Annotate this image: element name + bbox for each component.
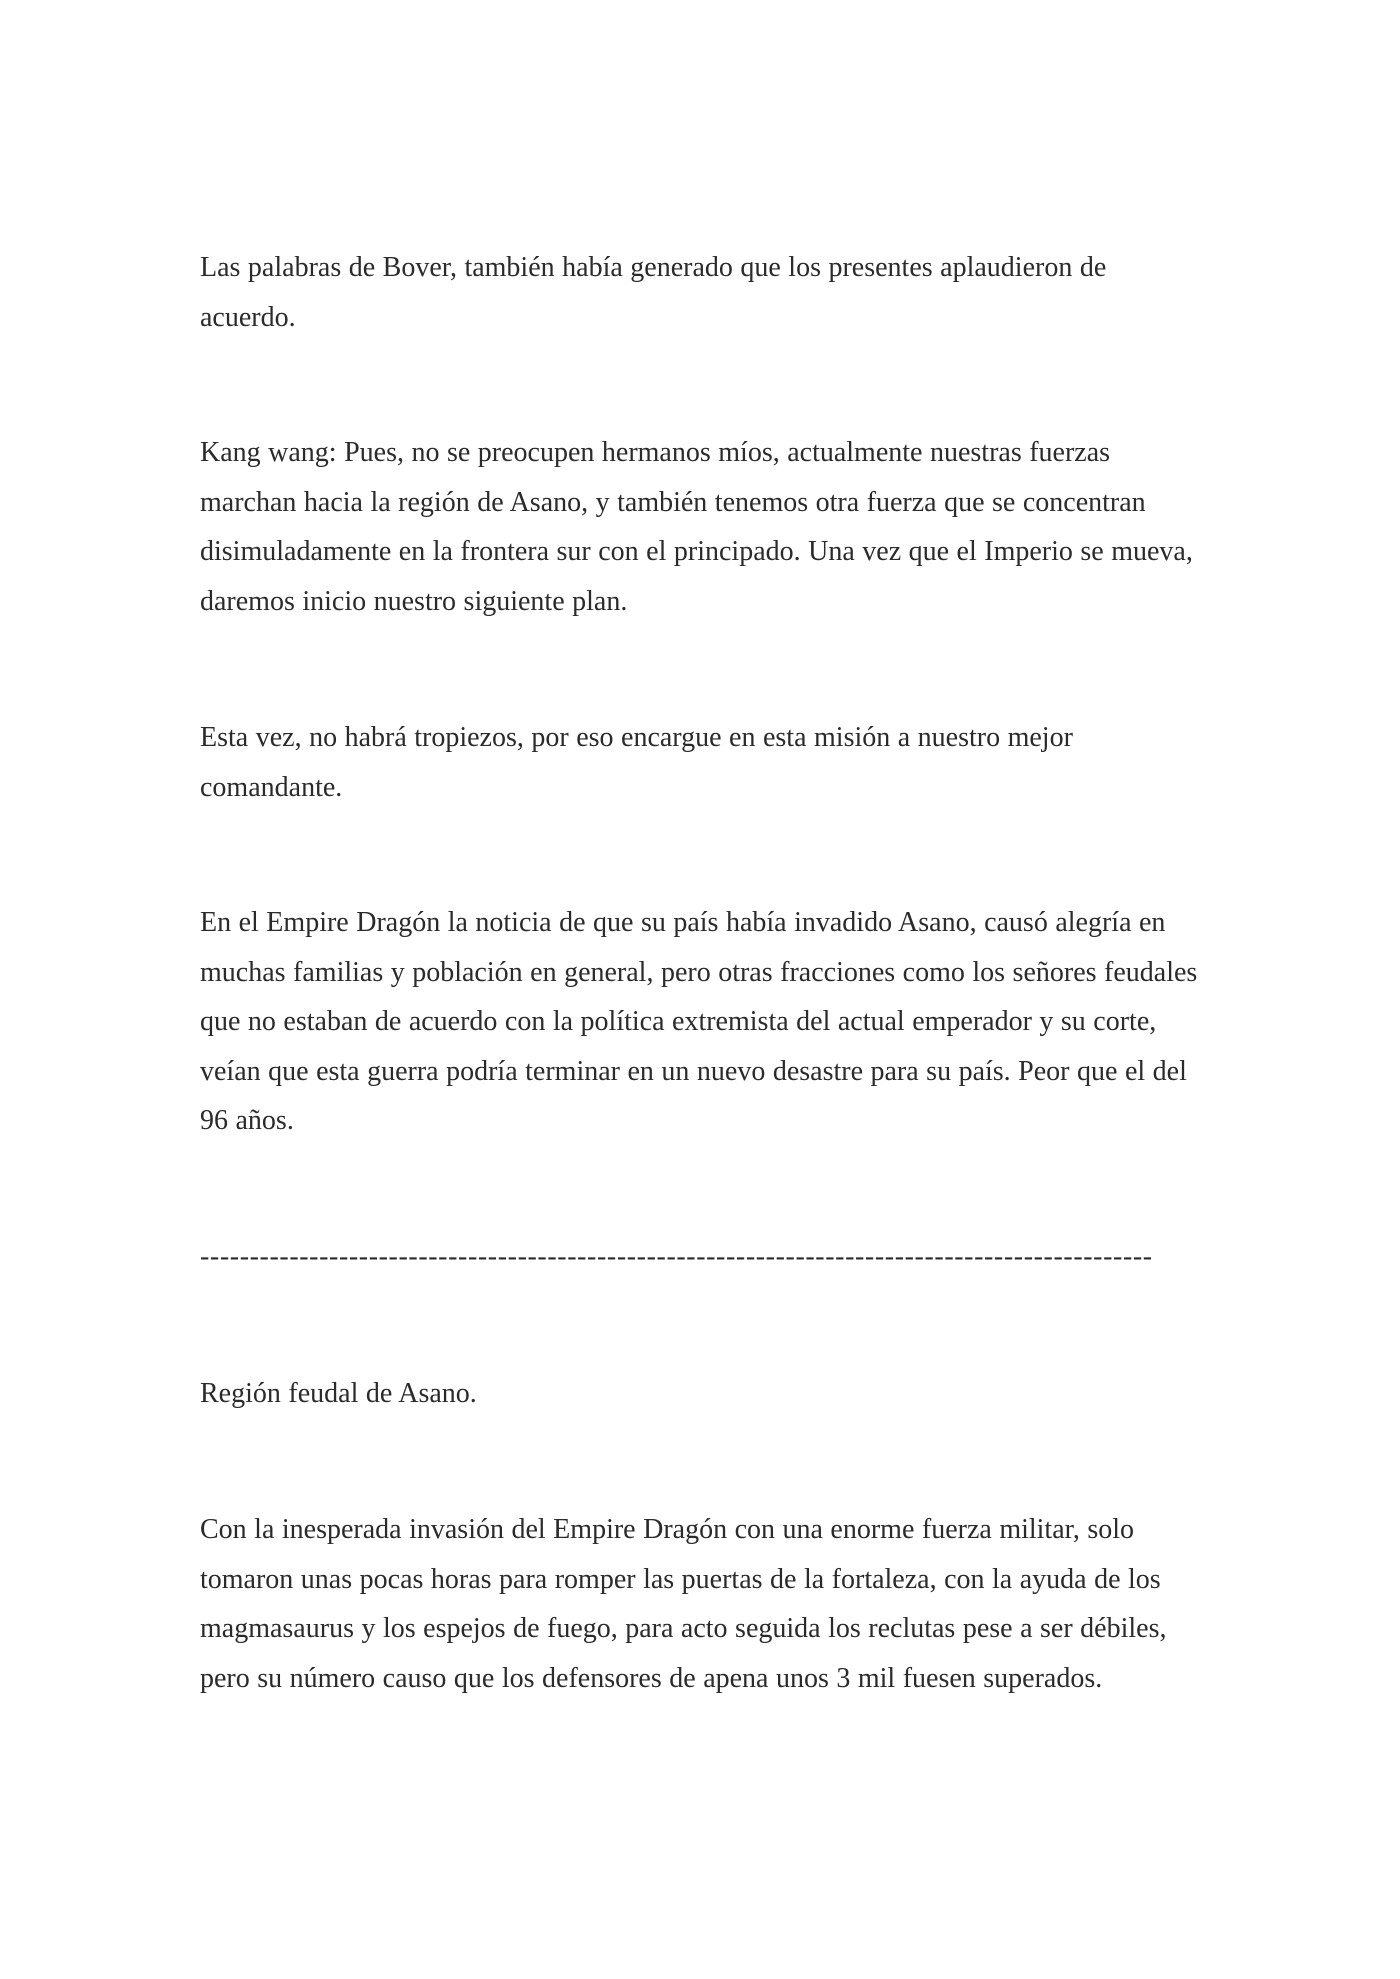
paragraph-kang-wang-speech: Kang wang: Pues, no se preocupen hermanos míos, actualmente nuestras fuerzas marchan hacia la región de Asano, y también tenemos otra fuerza que se concentran disimuladamente en la frontera sur con el principado. Una vez que el Imperio se mueva, daremos inicio nuestro siguiente plan. bbox=[200, 437, 1193, 617]
paragraph-no-stumbles: Esta vez, no habrá tropiezos, por eso encargue en esta misión a nuestro mejor comandante. bbox=[200, 722, 1073, 803]
paragraph-bover-applause: Las palabras de Bover, también había generado que los presentes aplaudieron de acuerdo. bbox=[200, 252, 1107, 333]
paragraph-invasion: Con la inesperada invasión del Empire Dragón con una enorme fuerza militar, solo tomaron unas pocas horas para romper las puertas de la fortaleza, con la ayuda de los magmasaurus y los espejos de fuego, para acto seguida los reclutas pese a ser débiles, pero su número causo que los defensores de apena unos 3 mil fuesen superados. bbox=[200, 1514, 1167, 1694]
section-heading-asano: Región feudal de Asano. bbox=[200, 1378, 477, 1409]
section-divider: ------------------------------------------------------------------------------------------------ bbox=[200, 1241, 1153, 1272]
paragraph-empire-dragon-news: En el Empire Dragón la noticia de que su país había invadido Asano, causó alegría en muchas familias y población en general, pero otras fracciones como los señores feudales que no estaban de acuerdo con la política extremista del actual emperador y su corte, veían que esta guerra podría terminar en un nuevo desastre para su país. Peor que el del 96 años. bbox=[200, 907, 1198, 1136]
